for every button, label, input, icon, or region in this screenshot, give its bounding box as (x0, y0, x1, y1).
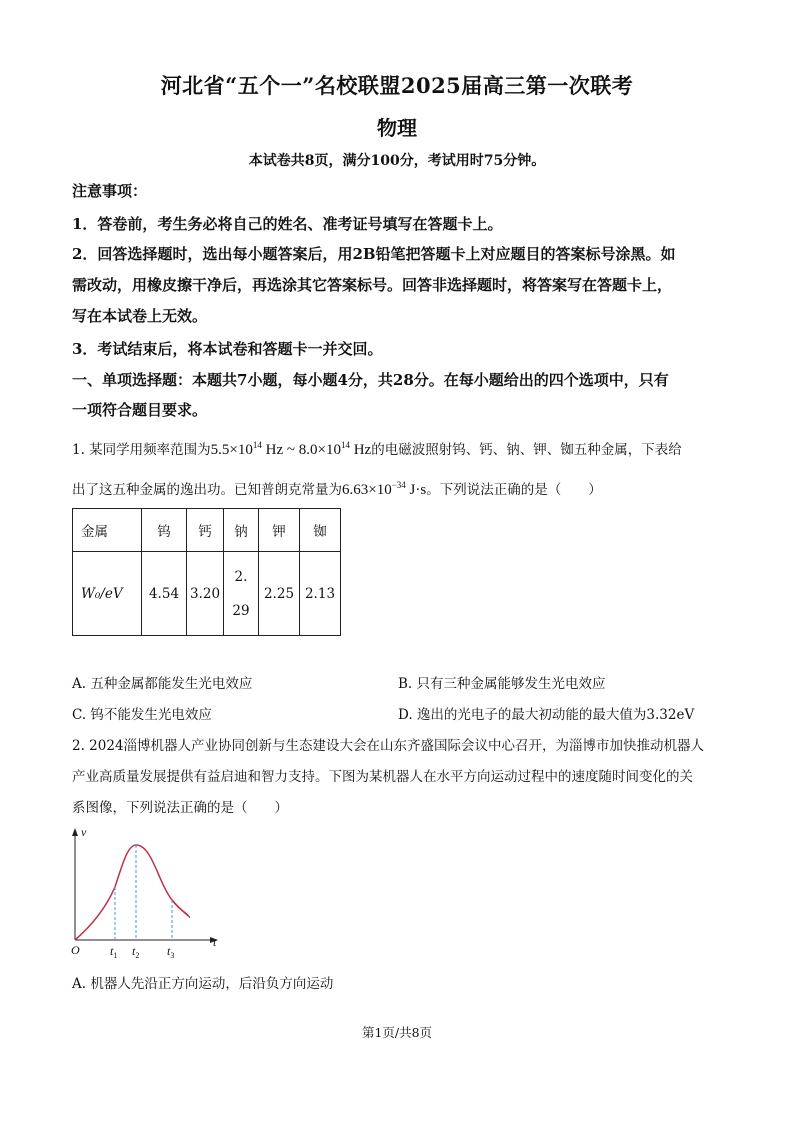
velocity-time-graph (60, 822, 230, 962)
q1-option-c: C. 钨不能发生光电效应 (72, 707, 212, 723)
notice-item: 1．答卷前，考生务必将自己的姓名、准考证号填写在答题卡上。 (72, 215, 503, 233)
table-header-cell: 钙 (187, 509, 224, 552)
section-heading-cont: 一项符合题目要求。 (72, 401, 208, 419)
q1-text: 出了这五种金属的逸出功。已知普朗克常量为 (72, 482, 342, 498)
table-header-cell: 钨 (142, 509, 187, 552)
table-header-cell: 钾 (259, 509, 300, 552)
table-cell: 2.25 (259, 552, 300, 636)
q1-option-b: B. 只有三种金属能够发生光电效应 (398, 676, 606, 692)
table-cell-sodium: 2. 29 (224, 552, 259, 636)
t2-label: $t_2$ (132, 944, 140, 960)
q1-text: 。下列说法正确的是（ ） (426, 482, 602, 498)
question-2-line-3: 系图像，下列说法正确的是（ ） (72, 800, 288, 816)
table-header-cell: 铷 (300, 509, 341, 552)
notice-heading: 注意事项： (72, 182, 148, 200)
notice-item: 需改动，用橡皮擦干净后，再选涂其它答案标号。回答非选择题时，将答案写在答题卡上， (72, 276, 673, 294)
table-row-label: W₀/eV (73, 552, 142, 636)
notice-item: 3．考试结束后，将本试卷和答题卡一并交回。 (72, 340, 383, 358)
table-header-cell: 金属 (73, 509, 142, 552)
question-1-line-2 (72, 480, 732, 500)
q1-text: 1. 某同学用频率范围为 (72, 442, 211, 458)
v-axis-arrow (72, 828, 78, 836)
subject-title: 物理 (377, 116, 417, 140)
q1-option-a: A. 五种金属都能发生光电效应 (72, 676, 253, 692)
freq-range: $5.5\times 10^{14}$ Hz ~ $8.0\times 10^{14}$ Hz (210, 440, 372, 458)
exam-title: 河北省“五个一”名校联盟2025届高三第一次联考 (160, 73, 634, 98)
table-header-cell: 钠 (224, 509, 259, 552)
section-heading: 一、单项选择题：本题共7小题，每小题4分，共28分。在每小题给出的四个选项中，只有 (72, 371, 669, 389)
table-cell: 4.54 (142, 552, 187, 636)
t-axis-label: t (213, 935, 217, 949)
table-cell: 3.20 (187, 552, 224, 636)
notice-item: 2．回答选择题时，选出每小题答案后，用2B铅笔把答题卡上对应题目的答案标号涂黑。如 (72, 245, 676, 263)
t1-label: $t_1$ (110, 944, 118, 960)
q2-option-a: A. 机器人先沿正方向运动，后沿负方向运动 (72, 976, 334, 992)
q1-text: 的电磁波照射钨、钙、钠、钾、铷五种金属，下表给 (371, 442, 682, 458)
question-1-line-1 (72, 440, 732, 460)
exam-info: 本试卷共8页，满分100分，考试用时75分钟。 (248, 153, 546, 169)
q1-option-d: D. 逸出的光电子的最大初动能的最大值为3.32eV (398, 707, 695, 723)
table-cell: 2.13 (300, 552, 341, 636)
planck-constant: $6.63\times 10^{-34}$ J·s (342, 480, 427, 498)
t3-label: $t_3$ (167, 944, 175, 960)
notice-item: 写在本试卷上无效。 (72, 307, 208, 325)
origin-label: O (71, 943, 80, 957)
v-axis-label: v (81, 825, 87, 839)
work-function-table (72, 508, 341, 636)
question-2-line-2: 产业高质量发展提供有益启迪和智力支持。下图为某机器人在水平方向运动过程中的速度随时间变化的关 (72, 769, 693, 785)
question-2-line-1: 2. 2024淄博机器人产业协同创新与生态建设大会在山东齐盛国际会议中心召开，为淄博市加快推动机器人 (72, 738, 705, 754)
page-footer: 第1页/共8页 (361, 1025, 433, 1040)
